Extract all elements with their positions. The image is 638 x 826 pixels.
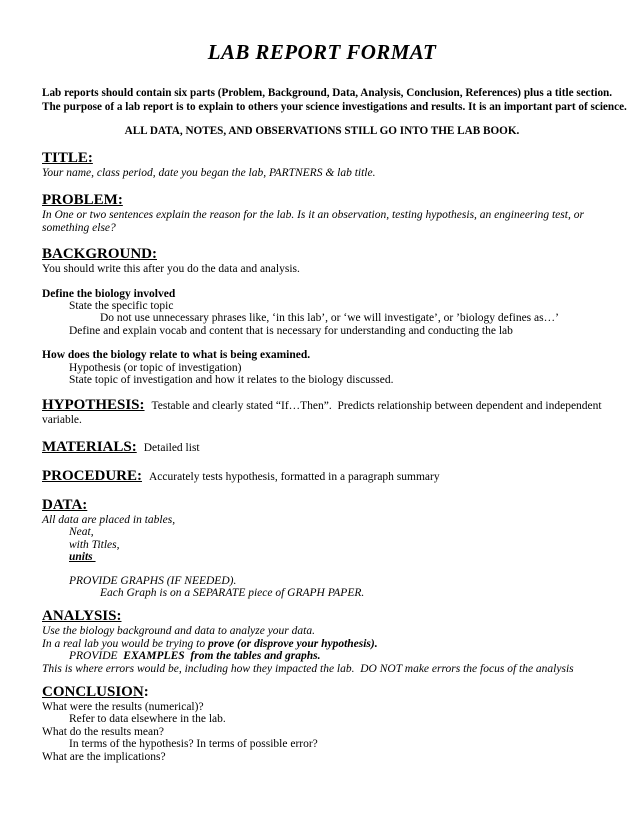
analysis-line-2-bold: prove (or disprove your hypothesis).	[208, 637, 378, 650]
intro-paragraph	[42, 87, 627, 114]
analysis-line-3-bold-1: EXAMPLES	[120, 650, 188, 663]
section-procedure-paragraph	[42, 468, 602, 485]
background-relate-line-2: State topic of investigation and how it relates to the biology discussed.	[69, 374, 394, 387]
conclusion-line-4: In terms of the hypothesis? In terms of possible error?	[69, 738, 318, 751]
data-line-5: PROVIDE GRAPHS (IF NEEDED).	[69, 574, 237, 587]
section-background	[42, 246, 602, 386]
lab-book-notice: ALL DATA, NOTES, AND OBSERVATIONS STILL GO INTO THE LAB BOOK.	[124, 125, 520, 137]
section-background-body: You should write this after you do the data and analysis.	[42, 263, 300, 276]
data-line-3: with Titles,	[69, 538, 120, 551]
section-procedure-body: Accurately tests hypothesis, formatted in a paragraph summary	[149, 470, 440, 483]
conclusion-line-1: What were the results (numerical)?	[42, 700, 204, 713]
background-define-line-3: Define and explain vocab and content that is necessary for understanding and conducting the lab	[69, 324, 513, 337]
background-relate-line-1: Hypothesis (or topic of investigation)	[69, 361, 242, 374]
section-materials-body: Detailed list	[143, 441, 200, 454]
section-title-body: Your name, class period, date you began the lab, PARTNERS & lab title.	[42, 167, 376, 179]
section-conclusion-heading-text: CONCLUSION	[42, 683, 144, 700]
document-title: LAB REPORT FORMAT	[207, 40, 437, 64]
section-hypothesis-heading: HYPOTHESIS:	[42, 397, 145, 414]
background-define-line-1: State the specific topic	[69, 300, 174, 313]
section-hypothesis	[42, 397, 605, 427]
section-data	[42, 497, 602, 599]
section-procedure-heading: PROCEDURE:	[42, 467, 142, 484]
conclusion-line-2: Refer to data elsewhere in the lab.	[69, 713, 226, 726]
background-define-line-2: Do not use unnecessary phrases like, ‘in this lab’, or ‘we will investigate’, or ’biology defines as…’	[100, 312, 559, 325]
section-analysis	[42, 608, 602, 675]
analysis-line-2-normal: In a real lab you would be trying to	[42, 637, 208, 650]
analysis-line-4: This is where errors would be, including how they impacted the lab. DO NOT make errors the focus of the analysis	[42, 662, 574, 675]
data-line-4: units	[69, 551, 96, 564]
analysis-line-3-normal: PROVIDE	[69, 650, 121, 663]
analysis-line-3-bold-2: from the tables and graphs.	[187, 650, 321, 663]
section-hypothesis-paragraph	[42, 397, 605, 427]
conclusion-line-5: What are the implications?	[42, 750, 166, 763]
section-title-heading: TITLE:	[42, 150, 93, 166]
section-problem	[42, 192, 602, 234]
section-hypothesis-body: Testable and clearly stated “If…Then”. Predicts relationship between dependent and independent variable.	[42, 400, 605, 427]
intro-line-2: The purpose of a lab report is to explain to others your science investigations and results. It is an important part of science.	[42, 100, 627, 113]
section-conclusion-heading-colon: :	[143, 683, 149, 700]
section-conclusion	[42, 684, 602, 763]
background-relate-heading: How does the biology relate to what is being examined.	[42, 349, 311, 362]
section-analysis-heading: ANALYSIS:	[42, 608, 122, 625]
data-line-6: Each Graph is on a SEPARATE piece of GRAPH PAPER.	[100, 586, 365, 599]
section-materials-heading: MATERIALS:	[42, 438, 137, 455]
section-background-heading: BACKGROUND:	[42, 246, 157, 263]
section-problem-heading: PROBLEM:	[42, 192, 123, 209]
section-data-heading: DATA:	[42, 496, 88, 513]
section-conclusion-heading	[42, 684, 602, 701]
analysis-line-1: Use the biology background and data to analyze your data.	[42, 625, 315, 638]
section-materials	[42, 439, 602, 456]
intro-line-1: Lab reports should contain six parts (Problem, Background, Data, Analysis, Conclusion, References) plus a title section.	[42, 87, 613, 99]
section-problem-body: In One or two sentences explain the reason for the lab. Is it an observation, testing hypothesis, an engineering test, or something else?	[42, 209, 587, 234]
analysis-line-3	[42, 650, 602, 662]
conclusion-line-3: What do the results mean?	[42, 725, 164, 738]
section-title	[42, 150, 602, 179]
section-procedure	[42, 468, 602, 485]
data-line-2: Neat,	[69, 526, 94, 539]
section-materials-paragraph	[42, 439, 602, 456]
data-line-1: All data are placed in tables,	[42, 513, 176, 526]
analysis-line-2	[42, 638, 602, 650]
background-define-heading: Define the biology involved	[42, 287, 176, 300]
